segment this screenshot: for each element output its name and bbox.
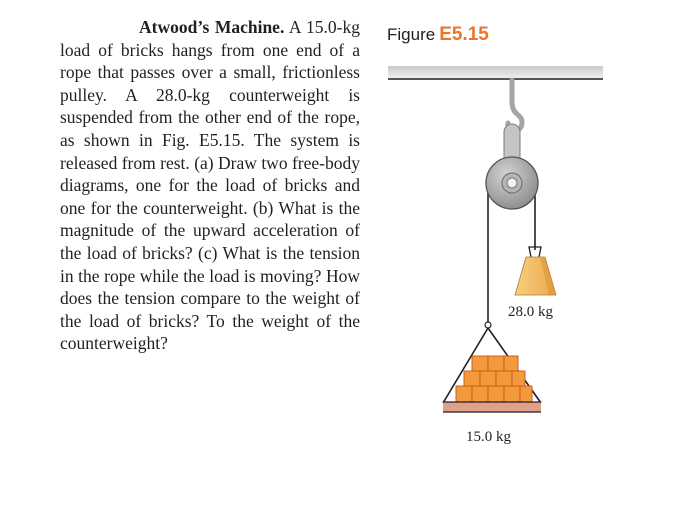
pulley-hook <box>508 80 522 131</box>
ceiling-bar <box>388 66 603 79</box>
problem-body: A 15.0-kg load of bricks hangs from one end of a rope that passes over a small, frictionless pulley. A 28.0-kg counterweight is suspended from the other end of the rope, as shown in Fig. E5.15. The system is released from rest. (a) Draw two free-body diagrams, one for the load of bricks and one for the counterweight. (b) What is the magnitude of the upward acceleration of the load of bricks? (c) What is the tension in the rope while the load is moving? How does the tension compare to the weight of the load of bricks? To the weight of the counterweight? <box>60 17 360 354</box>
pallet <box>443 402 541 412</box>
pulley-wheel <box>486 157 538 209</box>
figure-caption-prefix: Figure <box>387 25 436 44</box>
figure-caption-number: E5.15 <box>439 24 489 45</box>
bricks-mass-label: 15.0 kg <box>466 429 511 445</box>
problem-title: Atwood’s Machine. <box>139 17 285 37</box>
counterweight-mass-label: 28.0 kg <box>508 304 553 320</box>
counterweight <box>515 247 556 295</box>
